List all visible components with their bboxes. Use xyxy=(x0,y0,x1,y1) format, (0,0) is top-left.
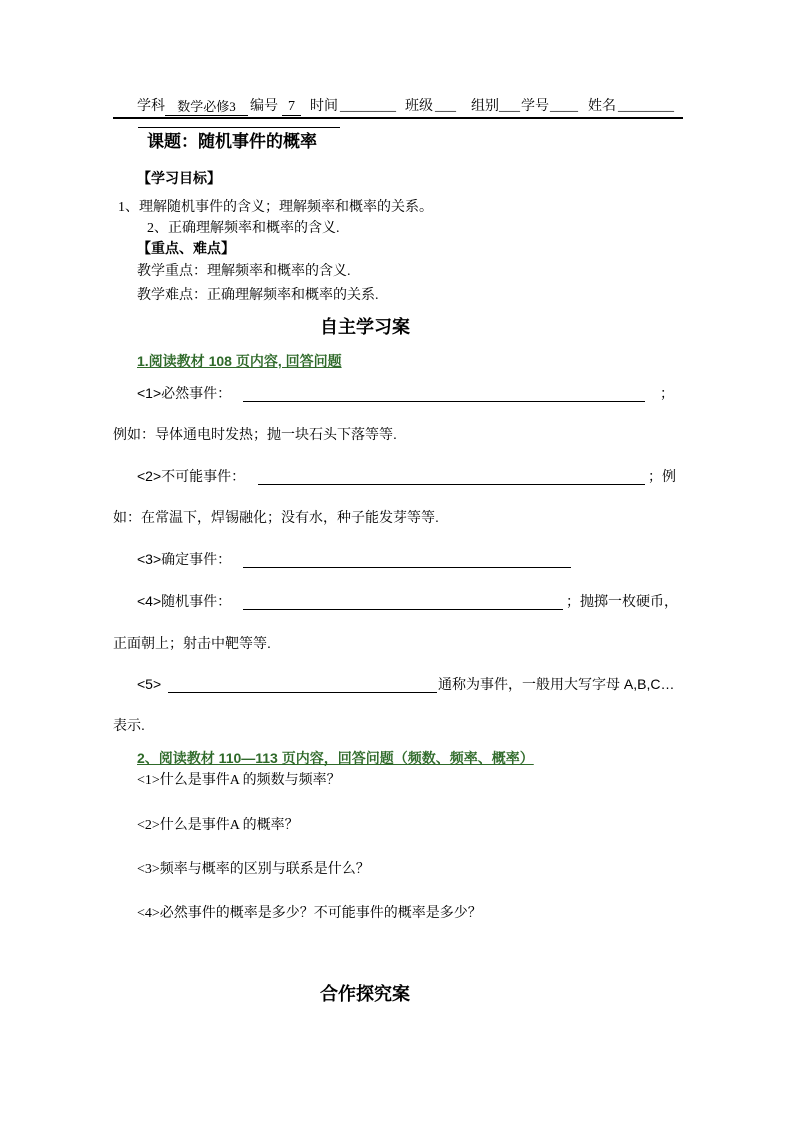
teaching-difficulty: 教学难点：正确理解频率和概率的关系. xyxy=(137,288,379,303)
subject-value-wrap xyxy=(165,98,248,116)
objective-item: 2、正确理解频率和概率的含义. xyxy=(147,221,340,236)
objective-item: 1、理解随机事件的含义；理解频率和概率的关系。 xyxy=(118,200,433,215)
part2-question: <4>必然事件的概率是多少？不可能事件的概率是多少？ xyxy=(137,906,482,921)
q1-tail: ； xyxy=(660,385,674,401)
time-blank: ________ xyxy=(340,99,396,114)
part2-question: <3>频率与概率的区别与联系是什么？ xyxy=(137,862,370,877)
q5-tail: 通称为事件，一般用大写字母 A,B,C… xyxy=(438,676,675,692)
q4-tail: ；抛掷一枚硬币， xyxy=(566,593,678,609)
subject-label: 学科 xyxy=(137,99,165,114)
cooperative-heading: 合作探究案 xyxy=(320,984,410,1004)
class-blank: ___ xyxy=(435,99,456,114)
number-value: 7 xyxy=(282,98,301,116)
group-label: 组别 xyxy=(471,99,499,114)
group-blank: ___ xyxy=(499,99,520,114)
key-points-heading: 【重点、难点】 xyxy=(137,242,235,257)
q2-tail: ；例 xyxy=(648,468,676,484)
q3-label: <3>确定事件： xyxy=(137,551,232,567)
student-id-label: 学号 xyxy=(521,99,549,114)
time-label: 时间 xyxy=(310,99,338,114)
part2-question: <2>什么是事件A 的概率？ xyxy=(137,818,299,833)
q5-label: <5> xyxy=(137,676,162,692)
q2-answer-line xyxy=(258,484,645,485)
q4-answer-line xyxy=(243,609,563,610)
teaching-focus: 教学重点：理解频率和概率的含义. xyxy=(137,264,351,279)
part2-question: <1>什么是事件A 的频数与频率？ xyxy=(137,773,341,788)
q2-example: 如：在常温下，焊锡融化；没有水，种子能发芽等等. xyxy=(113,509,439,525)
name-label: 姓名 xyxy=(588,99,616,114)
student-id-blank: ____ xyxy=(550,99,578,114)
header-rule xyxy=(113,117,683,119)
q5-answer-line xyxy=(168,692,437,693)
title-rule xyxy=(138,127,340,128)
subject-value: 数学必修3 xyxy=(165,98,248,116)
q4-label: <4>随机事件： xyxy=(137,593,232,609)
q5-continuation: 表示. xyxy=(113,717,145,733)
q1-example: 例如：导体通电时发热；抛一块石头下落等等. xyxy=(113,426,397,442)
lesson-title: 课题：随机事件的概率 xyxy=(147,132,317,151)
part1-heading: 1.阅读教材 108 页内容, 回答问题 xyxy=(137,353,342,369)
q3-answer-line xyxy=(243,567,571,568)
name-blank: ________ xyxy=(618,99,674,114)
number-value-wrap xyxy=(282,98,301,116)
objectives-heading: 【学习目标】 xyxy=(137,172,221,187)
q4-example: 正面朝上；射击中靶等等. xyxy=(113,635,271,651)
number-label: 编号 xyxy=(250,99,278,114)
self-study-heading: 自主学习案 xyxy=(320,317,410,337)
q1-label: <1>必然事件： xyxy=(137,385,232,401)
class-label: 班级 xyxy=(405,99,433,114)
part2-heading: 2、阅读教材 110—113 页内容，回答问题（频数、频率、概率） xyxy=(137,750,534,766)
q2-label: <2>不可能事件： xyxy=(137,468,246,484)
q1-answer-line xyxy=(243,401,645,402)
